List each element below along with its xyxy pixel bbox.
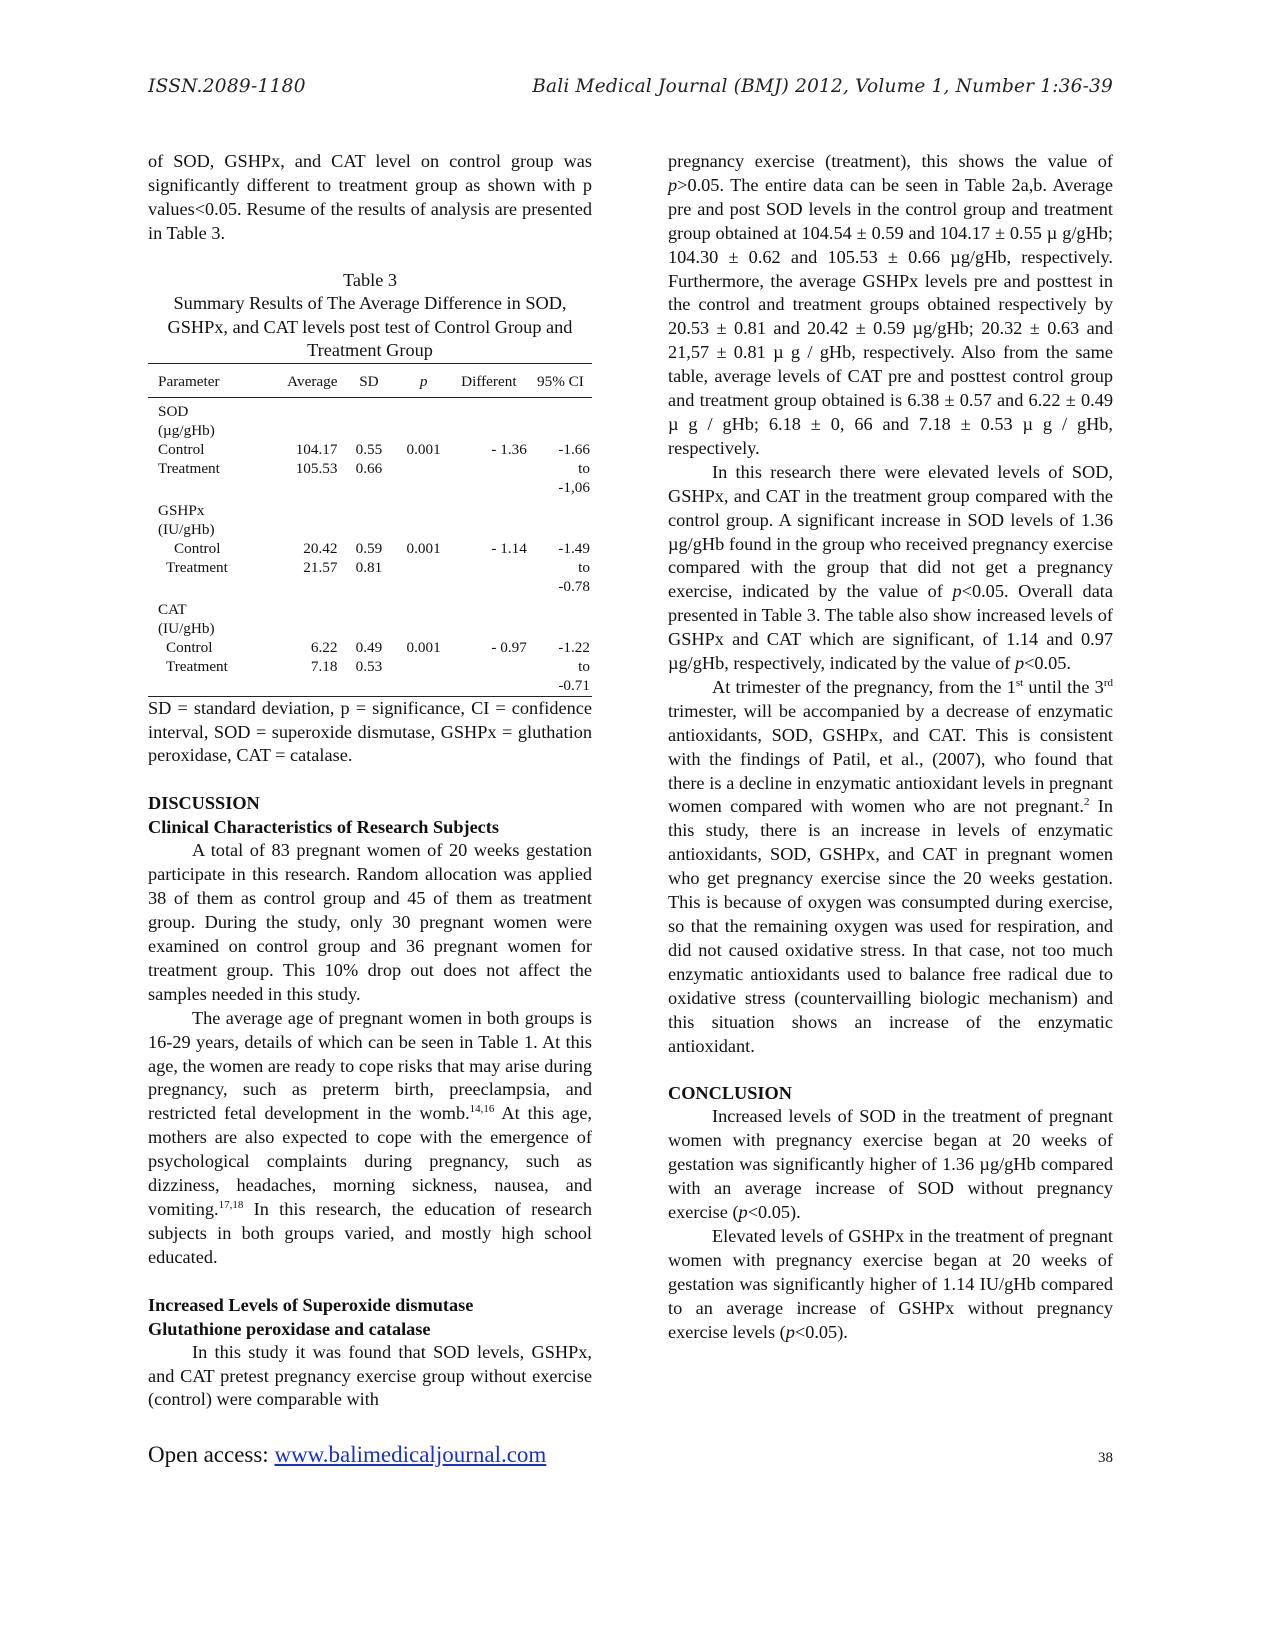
- table-row: [148, 619, 592, 638]
- cell-sd: 0.66: [355, 459, 383, 477]
- table-row: [148, 478, 592, 497]
- cell-sd: 0.53: [355, 657, 383, 675]
- conclusion-paragraph-2: Elevated levels of GSHPx in the treatment of pregnant women with pregnancy exercise began at 20 weeks of gestation was significantly higher of 1.14 IU/gHb compared to an average increase of GSHPx without pregnancy exercise levels (p<0.05).: [668, 1225, 1113, 1342]
- table-row: [148, 397, 592, 421]
- header-average: Average: [268, 363, 340, 397]
- cell-p: [398, 459, 449, 478]
- cell-ci-end: -0.78: [558, 577, 590, 595]
- header-different: Different: [449, 363, 529, 397]
- header-ci: 95% CI: [529, 363, 592, 397]
- issn-label: ISSN.2089-1180: [148, 76, 306, 97]
- trimester-paragraph: At trimester of the pregnancy, from the 1st until the 3rd trimester, will be accompanied by a decrease of enzymatic antioxidants, SOD, GSHPx, and CAT. This is consistent with the findings of Patil, et al., (2007), who found that there is a decline in enzymatic antioxidant levels in pregnant women compared with women who are not pregnant.$^2$ In this study, there is an increase in levels of enzymatic antioxidants, SOD, GSHPx, and CAT in pregnant women who get pregnancy exercise since the 20 weeks gestation. This is because of oxygen was consumpted during exercise, so that the remaining oxygen was used for respiration, and did not caused oxidative stress. In that case, not too much enzymatic antioxidants used to balance free radical due to oxidative stress (countervailling biologic mechanism) and this situation shows an increase of the enzymatic antioxidant.: [668, 676, 1113, 1056]
- citation: 17,18: [218, 1198, 244, 1211]
- cell-ci: to: [578, 657, 590, 675]
- table-row: [148, 539, 592, 558]
- table-row: [148, 459, 592, 478]
- spacer: [668, 1058, 1113, 1081]
- citation: 2: [1083, 796, 1090, 809]
- cell-ci-end: -1,06: [558, 478, 590, 496]
- discussion-paragraph-1: A total of 83 pregnant women of 20 weeks gestation participate in this research. Random allocation was applied 38 of them as control group and 45 of them as treatment group. During the study, only 30 pregnant women were examined on control group and 36 pregnant women for treatment group. This 10% drop out does not affect the samples needed in this study.: [148, 840, 592, 1004]
- cell-ci: to: [578, 459, 590, 477]
- cell-average: 6.22: [310, 638, 338, 656]
- row-label: Treatment: [158, 459, 220, 477]
- row-label: Control: [158, 440, 205, 458]
- table-title: Table 3: [342, 269, 398, 290]
- table-header-row: [148, 363, 592, 397]
- cell-p: 0.001: [406, 638, 441, 656]
- row-label: Control: [166, 638, 213, 656]
- cell-average: 104.17: [295, 440, 338, 458]
- cell-sd: 0.81: [355, 558, 383, 576]
- increased-levels-heading-line1: Increased Levels of Superoxide dismutase: [148, 1294, 474, 1315]
- group-name-cat: CAT: [158, 600, 187, 618]
- spacer: [148, 1270, 592, 1293]
- table-row: [148, 676, 592, 697]
- intro-paragraph: of SOD, GSHPx, and CAT level on control group was significantly different to treatment group as shown with p values<0.05. Resume of the results of analysis are presented in Table 3.: [148, 151, 592, 243]
- cell-sd: 0.49: [355, 638, 383, 656]
- discussion-paragraph-2: The average age of pregnant women in both groups is 16-29 years, details of which can be seen in Table 1. At this age, the women are ready to cope risks that may arise during pregnancy, such as preterm birth, preeclampsia, and restricted fetal development in the womb.$^{14,16}$ At this age, mothers are also expected to cope with the emergence of psychological complaints during pregnancy, such as dizziness, headaches, morning sickness, nausea, and vomiting.$^{17,18}$ In this research, the education of research subjects in both groups varied, and mostly high school educated.: [148, 1007, 592, 1267]
- group-unit-sod: (µg/gHb): [158, 421, 215, 439]
- conclusion-heading: CONCLUSION: [668, 1083, 792, 1104]
- spacer: [148, 246, 592, 269]
- page-footer: [148, 1442, 1113, 1476]
- cell-p: 0.001: [406, 539, 441, 557]
- cell-diff: - 1.14: [491, 539, 527, 557]
- increased-levels-paragraph: In this study it was found that SOD levels, GSHPx, and CAT pretest pregnancy exercise group without exercise (control) were comparable with: [148, 1341, 592, 1410]
- table-row: [148, 440, 592, 459]
- page-number: 38: [1098, 1450, 1113, 1466]
- group-name-gshpx: GSHPx: [158, 501, 205, 519]
- header-parameter: Parameter: [148, 363, 268, 397]
- cell-diff: [449, 657, 529, 676]
- left-column: [148, 150, 592, 1412]
- open-access-label: Open access: www.balimedicaljournal.com: [148, 1442, 547, 1467]
- table-row: [148, 596, 592, 619]
- clinical-subheading: Clinical Characteristics of Research Subjects: [148, 817, 500, 838]
- table-row: [148, 520, 592, 539]
- group-unit-gshpx: (IU/gHb): [158, 520, 215, 538]
- cell-sd: 0.55: [355, 440, 383, 458]
- table-row: [148, 577, 592, 596]
- discussion-heading: DISCUSSION: [148, 793, 260, 814]
- row-label: Treatment: [166, 558, 228, 576]
- results-paragraph: pregnancy exercise (treatment), this shows the value of p>0.05. The entire data can be seen in Table 2a,b. Average pre and post SOD levels in the control group and treatment group obtained at 104.54 ± 0.59 and 104.17 ± 0.55 µ g/gHb; 104.30 ± 0.62 and 105.53 ± 0.66 µg/gHb, respectively. Furthermore, the average GSHPx levels pre and posttest in the control and treatment groups obtained respectively by 20.53 ± 0.81 and 20.42 ± 0.59 µg/gHb; 20.32 ± 0.63 and 21,57 ± 0.81 µ g / gHb, respectively. Also from the same table, average levels of CAT pre and posttest control group and treatment group obtained is 6.38 ± 0.57 and 6.22 ± 0.49 µ g / gHb; 6.18 ± 0, 66 and 7.18 ± 0.53 µ g / gHb, respectively.: [668, 151, 1113, 458]
- elevated-levels-paragraph: In this research there were elevated levels of SOD, GSHPx, and CAT in the treatment group compared with the control group. A significant increase in SOD levels of 1.36 µg/gHb found in the group who received pregnancy exercise compared with the group that did not get a pregnancy exercise, indicated by the value of p<0.05. Overall data presented in Table 3. The table also show increased levels of GSHPx and CAT which are significant, of 1.14 and 0.97 µg/gHb, respectively, indicated by the value of p<0.05.: [668, 461, 1114, 674]
- cell-p: [398, 558, 449, 577]
- cell-diff: [449, 558, 529, 577]
- cell-average: 105.53: [295, 459, 338, 477]
- row-label: Treatment: [166, 657, 228, 675]
- running-header: [148, 76, 1113, 106]
- table-row: [148, 638, 592, 657]
- cell-p: [398, 657, 449, 676]
- header-sd: SD: [339, 363, 398, 397]
- cell-ci: -1.22: [558, 638, 590, 656]
- table-footnote: SD = standard deviation, p = significance, CI = confidence interval, SOD = superoxide dismutase, GSHPx = gluthation peroxidase, CAT = catalase.: [148, 697, 592, 766]
- cell-diff: - 0.97: [491, 638, 527, 656]
- cell-sd: 0.59: [355, 539, 383, 557]
- header-p: p: [398, 363, 449, 397]
- row-label: Control: [174, 539, 221, 557]
- cell-p: 0.001: [406, 440, 441, 458]
- increased-levels-heading-line2: Glutathione peroxidase and catalase: [148, 1318, 431, 1339]
- cell-diff: - 1.36: [491, 440, 527, 458]
- cell-average: 7.18: [310, 657, 338, 675]
- right-column: [668, 150, 1113, 1345]
- table-caption: Summary Results of The Average Difference in SOD, GSHPx, and CAT levels post test of Control Group and Treatment Group: [167, 293, 573, 361]
- table-row: [148, 657, 592, 676]
- journal-website-link[interactable]: www.balimedicaljournal.com: [274, 1442, 547, 1467]
- journal-title: Bali Medical Journal (BMJ) 2012, Volume 1, Number 1:36-39: [532, 76, 1113, 97]
- table-row: [148, 558, 592, 577]
- table-row: [148, 421, 592, 440]
- group-unit-cat: (IU/gHb): [158, 619, 215, 637]
- cell-diff: [449, 459, 529, 478]
- cell-average: 20.42: [303, 539, 338, 557]
- conclusion-paragraph-1: Increased levels of SOD in the treatment of pregnant women with pregnancy exercise began at 20 weeks of gestation was significantly higher of 1.36 µg/gHb compared with an average increase of SOD without pregnancy exercise (p<0.05).: [668, 1106, 1113, 1223]
- spacer: [148, 768, 592, 791]
- citation: 14,16: [469, 1103, 495, 1116]
- group-name-sod: SOD: [158, 402, 189, 420]
- cell-ci: to: [578, 558, 590, 576]
- cell-ci: -1.66: [558, 440, 590, 458]
- cell-ci-end: -0.71: [529, 676, 592, 697]
- table-row: [148, 497, 592, 520]
- cell-ci: -1.49: [558, 539, 590, 557]
- cell-average: 21.57: [303, 558, 338, 576]
- table-3: [148, 363, 592, 697]
